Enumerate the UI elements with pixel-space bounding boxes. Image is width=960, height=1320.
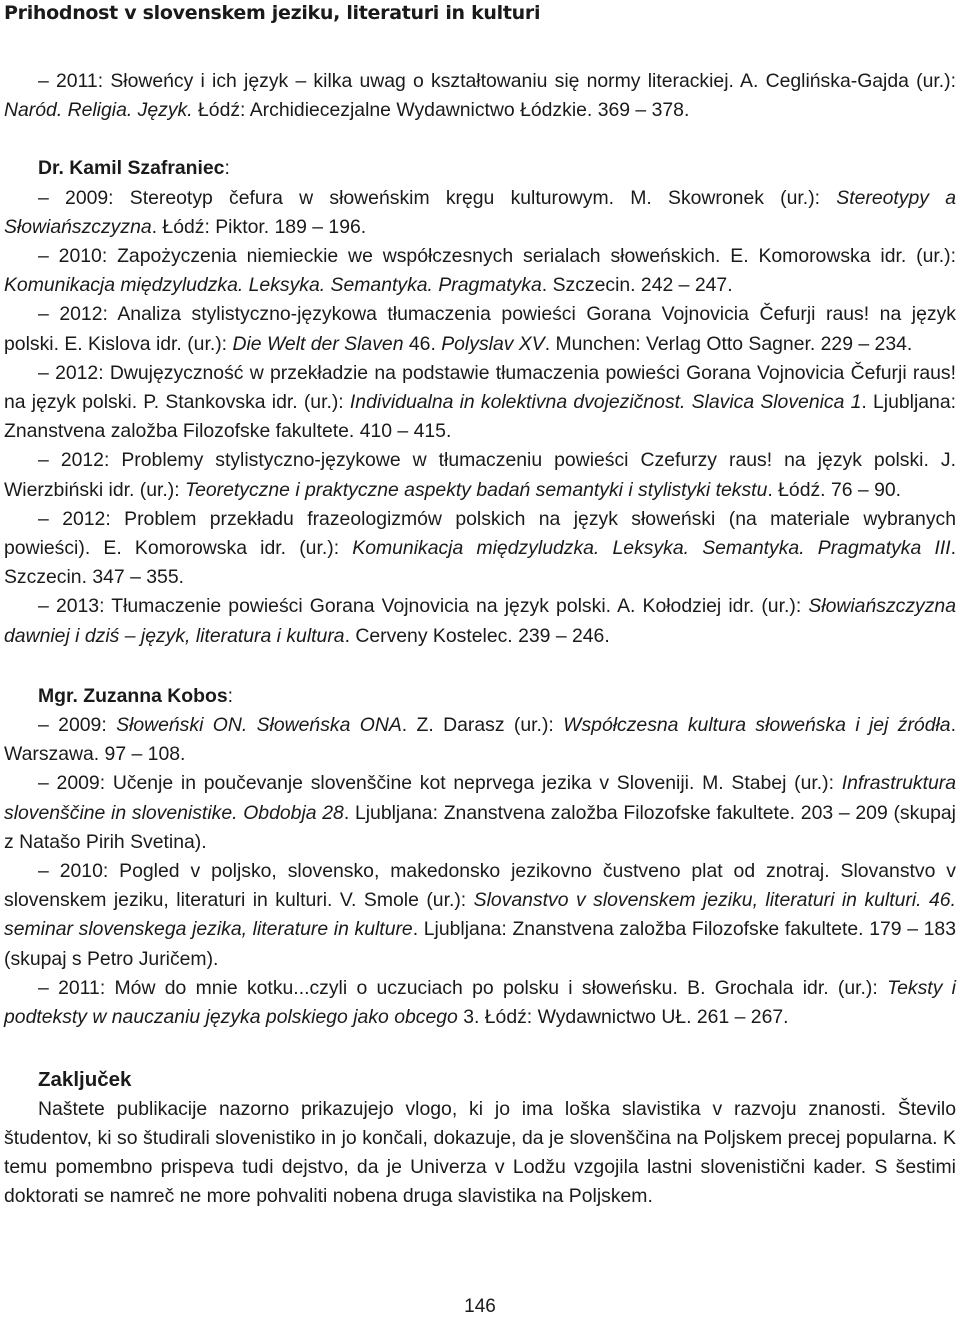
entry-title: Individualna in kolektivna dvojezičnost. Slavica Slovenica 1 [349,391,862,414]
author-heading [4,682,956,711]
entry-text: 3. Łódź: Wydawnictwo UŁ. 261 – 267. [457,1006,789,1029]
entry-dash: – [38,245,49,268]
entry-text: Analiza stylistyczno-językowa tłumaczenia powieści Gorana Vojnovicia Čefurji raus! na język polski. E. Kislova idr. (ur.): [4,303,956,355]
author-heading [4,154,956,183]
entry-dash: – [38,595,49,618]
section-heading: Zaključek [38,1068,132,1092]
entry-text: Tłumaczenie powieści Gorana Vojnovicia na język polski. A. Kołodziej idr. (ur.): [111,595,809,618]
entry-year: 2009 [65,186,109,209]
entry-year: 2010 [59,860,103,883]
entry-year: 2012 [60,449,104,472]
entry-text: . Ljubljana: Znanstvena založba Filozofske fakultete. 179 – 183 (skupaj s Petro Juričem). [4,918,956,970]
entry-text: . Cerveny Kostelec. 239 – 246. [344,624,610,647]
entry-text: . Szczecin. 347 – 355. [4,537,956,589]
entry-text: Słoweńcy i ich język – kilka uwag o kształtowaniu się normy literackiej. A. Ceglińska-Gajda (ur.): [110,70,957,92]
entry-year: 2011 [58,976,100,999]
entry-dash: – [38,507,49,530]
entry-title: Słoweński ON. Słoweńska ONA [116,714,402,737]
bibliography-entry: – 2012: Dwujęzyczność w przekładzie na podstawie tłumaczenia powieści Gorana Vojnovicia Čefurji raus! na język polski. P. Stankovska idr. (ur.): Individualna in kolektivna dvojezičnost. Slavica Slovenica 1. Ljubljana: Znanstvena založba Filozofske fakultete. 410 – 415. [4,361,956,443]
running-title: Prihodnost v slovenskem jeziku, literaturi in kulturi [4,2,541,24]
bibliography-entry: – 2011: Słoweńcy i ich język – kilka uwag o kształtowaniu się normy literackiej. A. Ceglińska-Gajda (ur.): Naród. Religia. Język. Łódź: Archidiecezjalne Wydawnictwo Łódzkie. 369 – 378. [4,70,957,122]
entry-title: Stereotypy a Słowiańszczyzna [4,186,956,238]
entry-title: Polyslav XV [441,332,545,355]
bibliography-entry: – 2012: Problem przekładu frazeologizmów polskich na język słoweński (na materiale wybranych powieści). E. Komorowska idr. (ur.): Komunikacja międzyludzka. Leksyka. Semantyka. Pragmatyka III. Szczecin. 347 – 355. [4,507,957,589]
entry-text: 46. [403,332,442,355]
bibliography-entry: – 2011: Mów do mnie kotku...czyli o uczuciach po polsku i słoweńsku. B. Grochala idr. (ur.): Teksty i podteksty w nauczaniu języka polskiego jako obcego 3. Łódź: Wydawnictwo UŁ. 261 – 267. [4,976,956,1029]
entry-title: Slovanstvo v slovenskem jeziku, literaturi in kulturi. 46. seminar slovenskega jezika, literature in kulture [4,889,956,941]
bibliography-entry: – 2009: Učenje in poučevanje slovenščine kot neprvega jezika v Sloveniji. M. Stabej (ur.): Infrastruktura slovenščine in slovenistike. Obdobja 28. Ljubljana: Znanstvena založba Filozofske fakultete. 203 – 209 (skupaj z Natašo Pirih Svetina). [4,772,956,853]
entry-text: . Szczecin. 242 – 247. [541,274,733,297]
author-colon: : [224,157,230,180]
bibliography-entry: – 2012: Analiza stylistyczno-językowa tłumaczenia powieści Gorana Vojnovicia Čefurji raus! na język polski. E. Kislova idr. (ur.): Die Welt der Slaven 46. Polyslav XV. Munchen: Verlag Otto Sagner. 229 – 234. [4,303,956,355]
bibliography-entry: – 2009: Stereotyp čefura w słoweńskim kręgu kulturowym. M. Skowronek (ur.): Stereotypy a Słowiańszczyzna. Łódź: Piktor. 189 – 196. [4,186,956,238]
entry-dash: – [38,860,49,883]
entry-dash: – [38,449,49,472]
document-body [4,67,956,1211]
entry-text: . Ljubljana: Znanstvena založba Filozofske fakultete. 410 – 415. [4,391,956,443]
entry-text: Stereotyp čefura w słoweńskim kręgu kulturowym. M. Skowronek (ur.): [129,186,837,209]
entry-title: Infrastruktura slovenščine in slovenistike. Obdobja 28 [4,772,956,824]
entry-year: 2012 [59,303,103,326]
entry-title: Komunikacja międzyludzka. Leksyka. Semantyka. Pragmatyka [4,274,542,297]
entry-year: 2012 [55,361,99,384]
entry-text: Mów do mnie kotku...czyli o uczuciach po polsku i słoweńsku. B. Grochala idr. (ur.): [114,976,888,999]
entry-title: Komunikacja międzyludzka. Leksyka. Semantyka. Pragmatyka III [352,537,951,560]
entry-title: Teoretyczne i praktyczne aspekty badań semantyki i stylistyki tekstu [185,478,768,501]
bibliography-entry: – 2012: Problemy stylistyczno-językowe w tłumaczeniu powieści Czefurzy raus! na język polski. J. Wierzbiński idr. (ur.): Teoretyczne i praktyczne aspekty badań semantyki i stylistyki tekstu. Łódź. 76 – 90. [4,449,956,501]
entry-text: . Munchen: Verlag Otto Sagner. 229 – 234. [544,332,913,355]
entry-text: Zapożyczenia niemieckie we współczesnych serialach słoweńskich. E. Komorowska idr. (ur.): [117,245,956,268]
entry-text: Pogled v poljsko, slovensko, makedonsko jezikovno čustveno plat od znotraj. Slovanstvo v slovenskem jeziku, literaturi in kulturi. V. Smole (ur.): [4,860,957,912]
bibliography-entry: – 2013: Tłumaczenie powieści Gorana Vojnovicia na język polski. A. Kołodziej idr. (ur.): Słowiańszczyzna dawniej i dziś – język, literatura i kultura. Cerveny Kostelec. 239 – 246. [4,595,956,647]
entry-title: Współczesna kultura słoweńska i jej źródła [563,714,951,737]
entry-dash: – [38,303,49,326]
entry-dash: – [38,186,49,209]
entry-year: 2011 [56,70,98,92]
entry-dash: – [38,361,49,384]
entry-text: . Z. Darasz (ur.): [401,714,564,737]
conclusion-paragraph: Naštete publikacije nazorno prikazujejo vlogo, ki jo ima loška slavistika v razvoju znanosti. Število študentov, ki so študirali slovenistiko in jo končali, dokazuje, da je slovenščina na Poljskem precej popularna. K temu pomembno prispeva tudi dejstvo, da je Univerza v Lodžu vzgojila lastni slovenistični kader. S šestimi doktorati se namreč ne more pohvaliti nobena druga slavistika na Poljskem. [4,1097,956,1208]
bibliography-entry: – 2010: Pogled v poljsko, slovensko, makedonsko jezikovno čustveno plat od znotraj. Slovanstvo v slovenskem jeziku, literaturi in kulturi. V. Smole (ur.): Slovanstvo v slovenskem jeziku, literaturi in kulturi. 46. seminar slovenskega jezika, literature in kulture. Ljubljana: Znanstvena založba Filozofske fakultete. 179 – 183 (skupaj s Petro Juričem). [4,860,957,970]
entry-dash: – [38,70,49,92]
entry-text: Dwujęzyczność w przekładzie na podstawie tłumaczenia powieści Gorana Vojnovicia Čefurji raus! na język polski. P. Stankovska idr. (ur.): [4,361,956,414]
author-colon: : [227,684,233,707]
author-name: Dr. Kamil Szafraniec [38,157,225,180]
entry-text: . Łódź: Piktor. 189 – 196. [151,215,367,238]
bibliography-entry: – 2010: Zapożyczenia niemieckie we współczesnych serialach słoweńskich. E. Komorowska idr. (ur.): Komunikacja międzyludzka. Leksyka. Semantyka. Pragmatyka. Szczecin. 242 – 247. [4,245,956,297]
entry-text: . Ljubljana: Znanstvena založba Filozofske fakultete. 203 – 209 (skupaj z Natašo Pirih Svetina). [4,801,956,853]
entry-year: 2013 [55,595,100,618]
page-number: 146 [464,1296,496,1317]
entry-text: . Łódź. 76 – 90. [767,478,902,501]
entry-text: Problem przekładu frazeologizmów polskich na język słoweński (na materiale wybranych powieści). E. Komorowska idr. (ur.): [4,507,957,560]
entry-dash: – [38,772,49,795]
entry-year: 2009 [58,714,102,737]
entry-title: Naród. Religia. Język. [4,99,193,122]
entry-title: Teksty i podteksty w nauczaniu języka polskiego jako obcego [4,976,956,1029]
entry-title: Die Welt der Slaven [232,332,404,355]
entry-dash: – [38,714,49,737]
entry-year: 2012 [62,507,106,530]
entry-text: Problemy stylistyczno-językowe w tłumaczeniu powieści Czefurzy raus! na język polski. J. Wierzbiński idr. (ur.): [4,449,956,501]
entry-year: 2010 [58,245,102,268]
entry-year: 2009 [56,772,100,795]
entry-text: . Warszawa. 97 – 108. [4,714,956,766]
entry-title: Słowiańszczyzna dawniej i dziś – język, literatura i kultura [4,595,956,647]
author-name: Mgr. Zuzanna Kobos [38,684,228,707]
entry-text: Učenje in poučevanje slovenščine kot neprvega jezika v Sloveniji. M. Stabej (ur.): [112,772,842,795]
entry-dash: – [38,976,49,999]
entry-text: Łódź: Archidiecezjalne Wydawnictwo Łódzkie. 369 – 378. [192,99,690,122]
bibliography-entry: – 2009: Słoweński ON. Słoweńska ONA. Z. Darasz (ur.): Współczesna kultura słoweńska i jej źródła. Warszawa. 97 – 108. [4,714,956,766]
